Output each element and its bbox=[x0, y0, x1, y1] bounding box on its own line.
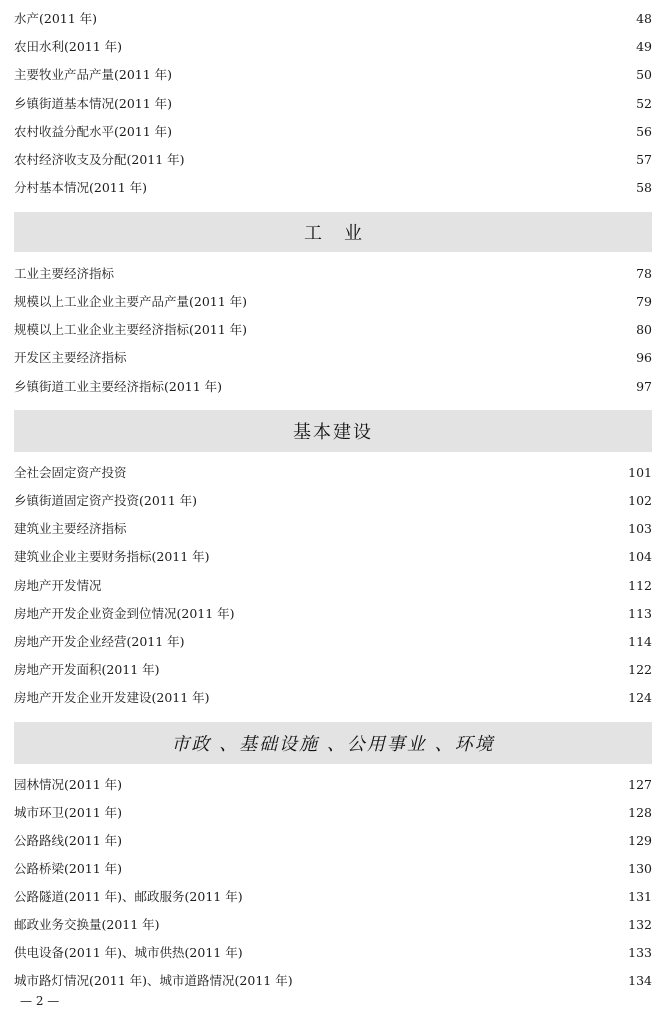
toc-entry-page: 57 bbox=[636, 152, 652, 167]
toc-entry-title: 建筑业主要经济指标 bbox=[14, 521, 127, 536]
toc-leader-dots bbox=[175, 121, 633, 143]
toc-entry-page: 97 bbox=[636, 379, 652, 394]
toc-entry-title: 主要牧业产品产量(2011 年) bbox=[14, 67, 173, 82]
toc-entry-title: 公路路线(2011 年) bbox=[14, 833, 123, 848]
toc-leader-dots bbox=[100, 8, 633, 30]
toc-leader-dots bbox=[125, 774, 625, 796]
toc-leader-dots bbox=[175, 93, 633, 115]
toc-leader-dots bbox=[117, 263, 633, 285]
section-title: 市政 、基础设施 、公用事业 、环境 bbox=[171, 734, 495, 755]
toc-entry-page: 124 bbox=[628, 690, 652, 705]
toc-entry[interactable] bbox=[14, 830, 652, 852]
toc-entry-title: 城市路灯情况(2011 年)、城市道路情况(2011 年) bbox=[14, 973, 293, 988]
toc-entry[interactable] bbox=[14, 942, 652, 964]
toc-leader-dots bbox=[250, 291, 633, 313]
toc-entry-title: 规模以上工业企业主要经济指标(2011 年) bbox=[14, 322, 248, 337]
toc-entry[interactable] bbox=[14, 914, 652, 936]
toc-entry-title: 公路隧道(2011 年)、邮政服务(2011 年) bbox=[14, 889, 243, 904]
toc-entry-page: 127 bbox=[628, 777, 652, 792]
toc-entry[interactable] bbox=[14, 462, 652, 484]
toc-entry-page: 131 bbox=[628, 889, 652, 904]
toc-entry-title: 水产(2011 年) bbox=[14, 11, 98, 26]
section-title: 工业 bbox=[304, 223, 384, 244]
toc-entry[interactable] bbox=[14, 631, 652, 653]
toc-leader-dots bbox=[213, 546, 626, 568]
toc-entry[interactable] bbox=[14, 490, 652, 512]
toc-entry-title: 开发区主要经济指标 bbox=[14, 350, 127, 365]
toc-leader-dots bbox=[250, 319, 633, 341]
toc-entry[interactable] bbox=[14, 970, 652, 992]
toc-entry-page: 80 bbox=[636, 322, 652, 337]
toc-entry[interactable] bbox=[14, 291, 652, 313]
toc-entry[interactable] bbox=[14, 546, 652, 568]
toc-entry-title: 农村收益分配水平(2011 年) bbox=[14, 124, 173, 139]
toc-entry-page: 133 bbox=[628, 945, 652, 960]
toc-entry[interactable] bbox=[14, 659, 652, 681]
toc-leader-dots bbox=[175, 64, 633, 86]
toc-entry[interactable] bbox=[14, 319, 652, 341]
toc-entry-title: 房地产开发企业开发建设(2011 年) bbox=[14, 690, 210, 705]
toc-entry[interactable] bbox=[14, 36, 652, 58]
toc-entry[interactable] bbox=[14, 802, 652, 824]
toc-leader-dots bbox=[188, 149, 633, 171]
toc-leader-dots bbox=[130, 518, 626, 540]
section-title: 基本建设 bbox=[293, 422, 373, 443]
toc-leader-dots bbox=[246, 942, 626, 964]
toc-entry[interactable] bbox=[14, 858, 652, 880]
toc-entry-page: 112 bbox=[628, 578, 652, 593]
toc-entry-page: 114 bbox=[628, 634, 652, 649]
toc-entry-page: 129 bbox=[628, 833, 652, 848]
toc-entry-page: 104 bbox=[628, 549, 652, 564]
toc-entry[interactable] bbox=[14, 121, 652, 143]
toc-leader-dots bbox=[163, 914, 626, 936]
toc-leader-dots bbox=[125, 858, 625, 880]
toc-leader-dots bbox=[246, 886, 626, 908]
toc-entry-title: 乡镇街道工业主要经济指标(2011 年) bbox=[14, 379, 223, 394]
toc-leader-dots bbox=[130, 462, 626, 484]
toc-entry-title: 建筑业企业主要财务指标(2011 年) bbox=[14, 549, 210, 564]
toc-leader-dots bbox=[200, 490, 625, 512]
toc-entry-title: 邮政业务交换量(2011 年) bbox=[14, 917, 160, 932]
toc-entry[interactable] bbox=[14, 177, 652, 199]
toc-entry-page: 103 bbox=[628, 521, 652, 536]
footer-page-number: — 2 — bbox=[20, 994, 60, 1008]
toc-entry-page: 52 bbox=[636, 96, 652, 111]
toc-entry[interactable] bbox=[14, 687, 652, 709]
toc-entry[interactable] bbox=[14, 886, 652, 908]
toc-leader-dots bbox=[150, 177, 633, 199]
toc-entry-title: 规模以上工业企业主要产品产量(2011 年) bbox=[14, 294, 248, 309]
toc-entry[interactable] bbox=[14, 575, 652, 597]
toc-entry-title: 园林情况(2011 年) bbox=[14, 777, 123, 792]
section-header-capital-construction bbox=[14, 410, 652, 452]
toc-entry-page: 58 bbox=[636, 180, 652, 195]
toc-leader-dots bbox=[105, 575, 626, 597]
toc-entry-page: 78 bbox=[636, 266, 652, 281]
toc-entry-page: 101 bbox=[628, 465, 652, 480]
toc-entry-page: 56 bbox=[636, 124, 652, 139]
toc-entry-title: 乡镇街道固定资产投资(2011 年) bbox=[14, 493, 198, 508]
toc-entry[interactable] bbox=[14, 774, 652, 796]
toc-entry-page: 50 bbox=[636, 67, 652, 82]
toc-leader-dots bbox=[125, 36, 633, 58]
toc-entry-title: 房地产开发情况 bbox=[14, 578, 102, 593]
toc-entry-title: 公路桥梁(2011 年) bbox=[14, 861, 123, 876]
toc-entry-title: 房地产开发企业经营(2011 年) bbox=[14, 634, 185, 649]
toc-entry-page: 134 bbox=[628, 973, 652, 988]
toc-entry-page: 122 bbox=[628, 662, 652, 677]
toc-entry-title: 城市环卫(2011 年) bbox=[14, 805, 123, 820]
toc-entry[interactable] bbox=[14, 93, 652, 115]
toc-entry-title: 乡镇街道基本情况(2011 年) bbox=[14, 96, 173, 111]
toc-entry[interactable] bbox=[14, 263, 652, 285]
toc-entry-title: 分村基本情况(2011 年) bbox=[14, 180, 148, 195]
toc-entry-page: 79 bbox=[636, 294, 652, 309]
toc-entry-title: 农村经济收支及分配(2011 年) bbox=[14, 152, 185, 167]
toc-entry-title: 房地产开发面积(2011 年) bbox=[14, 662, 160, 677]
toc-leader-dots bbox=[188, 631, 626, 653]
toc-entry-page: 132 bbox=[628, 917, 652, 932]
toc-entry-page: 113 bbox=[628, 606, 652, 621]
toc-entry[interactable] bbox=[14, 518, 652, 540]
toc-leader-dots bbox=[130, 347, 633, 369]
toc-entry-title: 供电设备(2011 年)、城市供热(2011 年) bbox=[14, 945, 243, 960]
toc-entry-title: 农田水利(2011 年) bbox=[14, 39, 123, 54]
toc-entry[interactable] bbox=[14, 8, 652, 30]
toc-entry-title: 房地产开发企业资金到位情况(2011 年) bbox=[14, 606, 235, 621]
toc-leader-dots bbox=[125, 830, 625, 852]
toc-leader-dots bbox=[296, 970, 626, 992]
toc-entry[interactable] bbox=[14, 376, 652, 398]
toc-entry[interactable] bbox=[14, 149, 652, 171]
toc-entry-page: 96 bbox=[636, 350, 652, 365]
toc-leader-dots bbox=[163, 659, 626, 681]
section-header-municipal-infrastructure bbox=[14, 722, 652, 764]
toc-entry[interactable] bbox=[14, 603, 652, 625]
toc-leader-dots bbox=[213, 687, 626, 709]
toc-entry-page: 130 bbox=[628, 861, 652, 876]
toc-leader-dots bbox=[238, 603, 626, 625]
toc-entry-page: 49 bbox=[636, 39, 652, 54]
section-header-industry bbox=[14, 212, 652, 252]
toc-entry-title: 工业主要经济指标 bbox=[14, 266, 115, 281]
toc-entry[interactable] bbox=[14, 64, 652, 86]
toc-leader-dots bbox=[125, 802, 625, 824]
toc-leader-dots bbox=[225, 376, 633, 398]
toc-entry-title: 全社会固定资产投资 bbox=[14, 465, 127, 480]
toc-entry-page: 128 bbox=[628, 805, 652, 820]
toc-entry-page: 102 bbox=[628, 493, 652, 508]
toc-entry-page: 48 bbox=[636, 11, 652, 26]
toc-entry[interactable] bbox=[14, 347, 652, 369]
